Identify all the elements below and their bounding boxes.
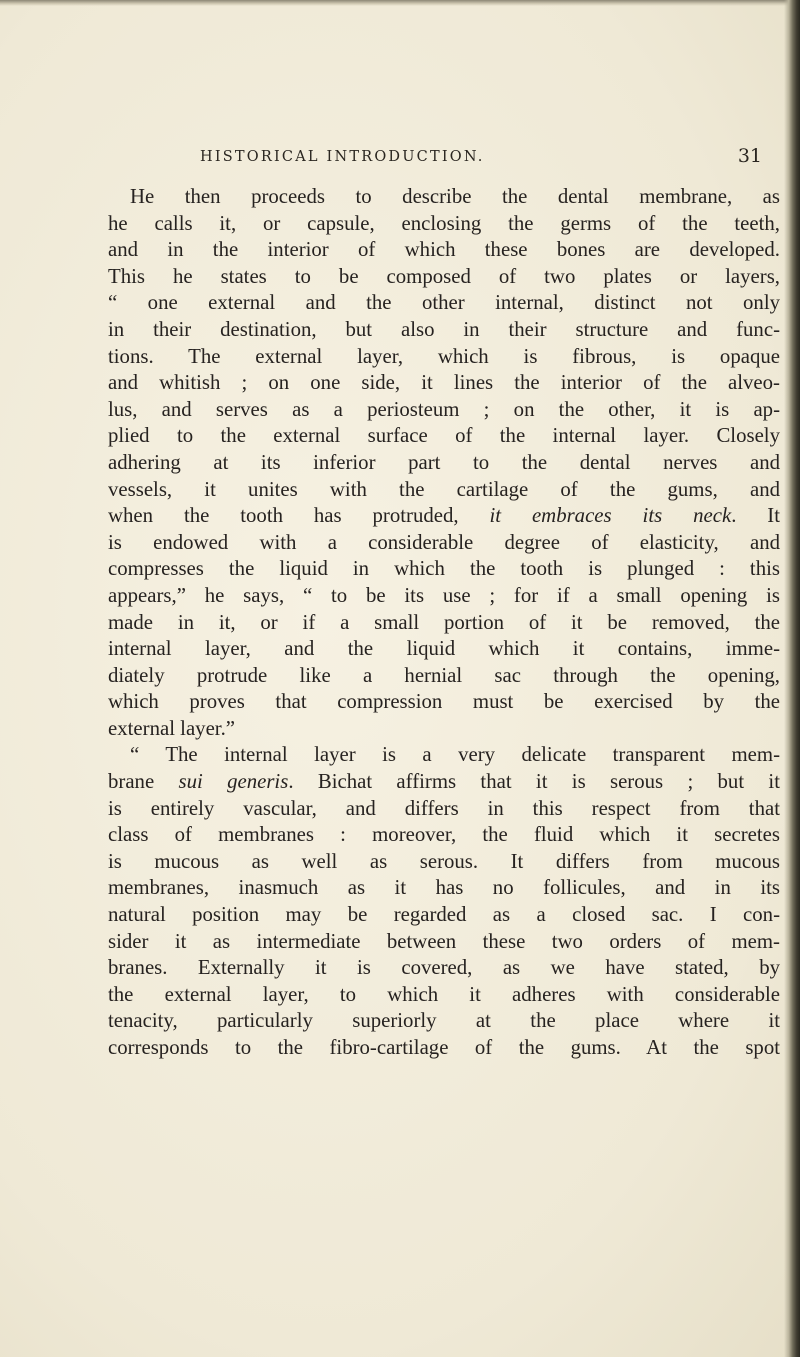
italic-phrase: sui generis bbox=[178, 770, 289, 794]
text-line: class of membranes : moreover, the fluid which it secretes bbox=[108, 823, 780, 847]
text-line: and in the interior of which these bones are developed. bbox=[108, 238, 780, 262]
text-line: is entirely vascular, and differs in this respect from that bbox=[108, 796, 780, 820]
page-header bbox=[130, 145, 762, 175]
text-line: lus, and serves as a periosteum ; on the other, it is ap- bbox=[108, 397, 780, 421]
page-top-edge bbox=[0, 0, 800, 6]
page-number: 31 bbox=[737, 145, 762, 167]
text-line: tenacity, particularly superiorly at the place where it bbox=[108, 1009, 780, 1033]
text-line: is endowed with a considerable degree of elasticity, and bbox=[108, 530, 780, 554]
text-line: tions. The external layer, which is fibrous, is opaque bbox=[108, 344, 780, 368]
text-line: brane sui generis. Bichat affirms that it is serous ; but it bbox=[108, 770, 780, 794]
text-line: sider it as intermediate between these two orders of mem- bbox=[108, 929, 780, 953]
text-line: corresponds to the fibro-cartilage of the gums. At the spot bbox=[108, 1036, 780, 1059]
text-line: when the tooth has protruded, it embraces its neck. It bbox=[108, 504, 780, 528]
text-line: appears,” he says, “ to be its use ; for if a small opening is bbox=[108, 583, 780, 607]
text-line: he calls it, or capsule, enclosing the germs of the teeth, bbox=[108, 211, 780, 235]
text-line: external layer.” bbox=[108, 716, 236, 740]
text-line: compresses the liquid in which the tooth is plunged : this bbox=[108, 557, 780, 581]
text-line: He then proceeds to describe the dental membrane, as bbox=[130, 185, 780, 208]
body-text bbox=[108, 184, 780, 1062]
text-line: “ one external and the other internal, distinct not only bbox=[108, 291, 780, 315]
text-line: branes. Externally it is covered, as we have stated, by bbox=[108, 956, 780, 980]
running-head: HISTORICAL INTRODUCTION. bbox=[200, 149, 485, 165]
text-line: the external layer, to which it adheres with considerable bbox=[108, 982, 780, 1006]
text-line: This he states to be composed of two plates or layers, bbox=[108, 264, 780, 288]
italic-phrase: it embraces its neck bbox=[489, 504, 732, 528]
text-line: adhering at its inferior part to the dental nerves and bbox=[108, 450, 780, 474]
text-line: is mucous as well as serous. It differs from mucous bbox=[108, 849, 780, 873]
text-line: in their destination, but also in their structure and func- bbox=[108, 317, 780, 341]
book-binding-shadow bbox=[784, 0, 800, 1357]
text-line: which proves that compression must be exercised by the bbox=[108, 690, 780, 714]
text-line: “ The internal layer is a very delicate transparent mem- bbox=[130, 743, 780, 767]
text-line: made in it, or if a small portion of it be removed, the bbox=[108, 610, 780, 634]
text-line: diately protrude like a hernial sac through the opening, bbox=[108, 663, 780, 687]
text-line: internal layer, and the liquid which it contains, imme- bbox=[108, 637, 780, 661]
text-line: vessels, it unites with the cartilage of the gums, and bbox=[108, 477, 780, 501]
text-line: and whitish ; on one side, it lines the interior of the alveo- bbox=[108, 371, 780, 395]
text-line: natural position may be regarded as a closed sac. I con- bbox=[108, 903, 780, 927]
text-line: plied to the external surface of the internal layer. Closely bbox=[108, 424, 780, 448]
text-line: membranes, inasmuch as it has no follicules, and in its bbox=[108, 876, 780, 900]
